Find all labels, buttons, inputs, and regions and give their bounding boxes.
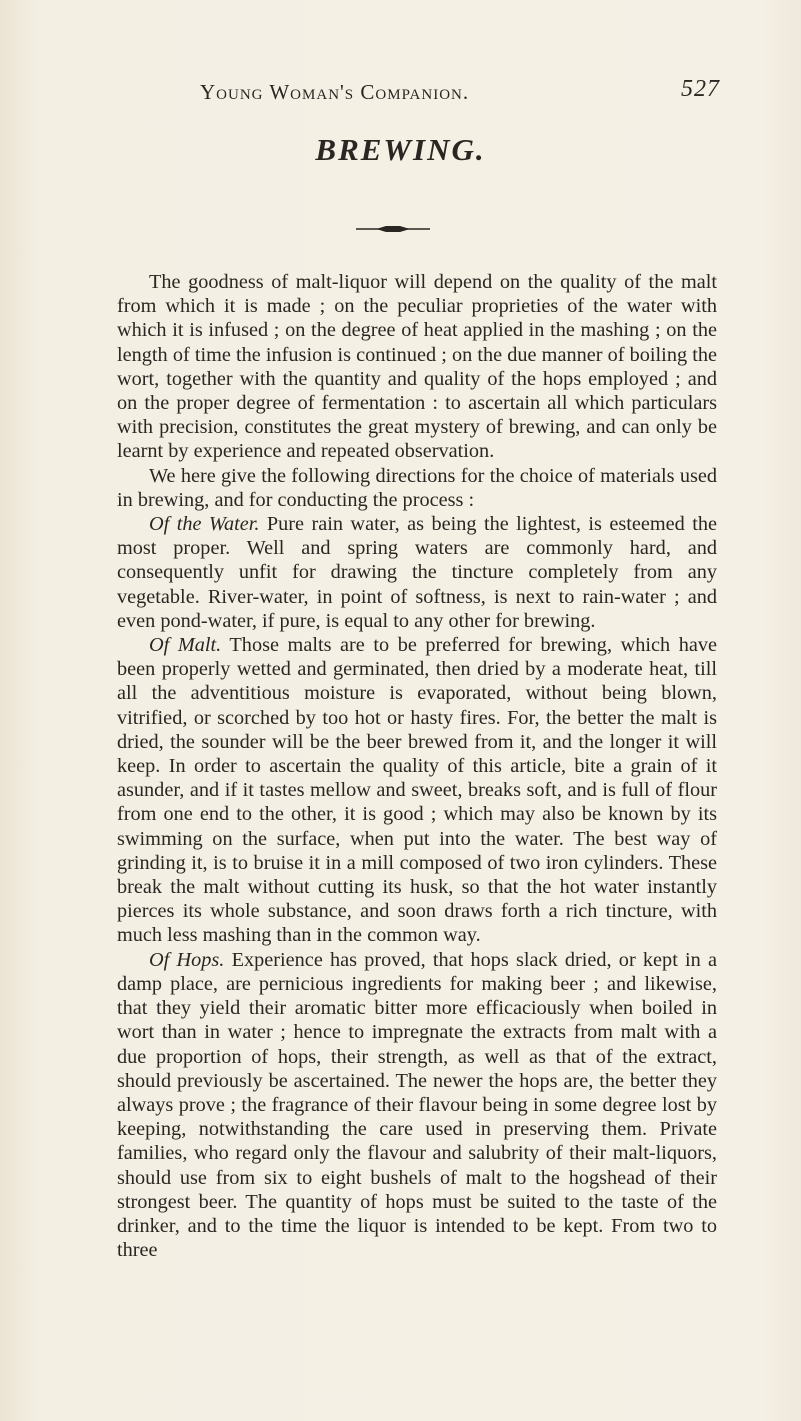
paragraph-water xyxy=(117,512,717,633)
running-head-title: Young Woman's Companion. xyxy=(200,80,470,104)
page-number: 527 xyxy=(681,76,720,102)
paragraph-malt xyxy=(117,633,717,948)
body-text xyxy=(117,270,717,1262)
ornament-rule xyxy=(356,225,430,233)
subheading-hops: Of Hops. xyxy=(149,948,225,971)
paragraph-directions xyxy=(117,464,717,512)
subheading-water: Of the Water. xyxy=(149,513,260,536)
subheading-malt: Of Malt. xyxy=(149,634,222,657)
chapter-title: BREWING. xyxy=(315,132,486,167)
paragraph-hops xyxy=(117,948,717,1263)
paragraph-text: Pure rain water, as being the lightest, is esteemed the most proper. Well and spring waters are commonly hard, and consequently unfit for drawing the tincture completely from any vegetable. River-water, in point of softness, is next to rain-water ; and even pond-water, if pure, is equal to any other for brewing. xyxy=(117,513,717,632)
paragraph-intro xyxy=(117,270,717,464)
paragraph-text: Experience has proved, that hops slack dried, or kept in a damp place, are pernicious ingredients for making beer ; and likewise, that they yield their aromatic bitter more efficaciously when boiled in wort than in water ; hence to impregnate the extracts from malt with a due proportion of hops, their strength, as well as that of the extract, should previously be ascertained. The newer the hops are, the better they always prove ; the fragrance of their flavour being in some degree lost by keeping, notwithstanding the care used in preserving them. Private families, who regard only the flavour and salubrity of their malt-liquors, should use from six to eight bushels of malt to the hogshead of their strongest beer. The quantity of hops must be suited to the taste of the drinker, and to the time the liquor is intended to be kept. From two to three xyxy=(117,948,718,1262)
paragraph-text: The goodness of malt-liquor will depend on the quality of the malt from which it is made ; on the peculiar proprieties of the water with which it is infused ; on the degree of heat applied in the mashing ; on the length of time the infusion is continued ; on the due manner of boiling the wort, together with the quantity and quality of the hops employed ; and on the proper degree of fermentation : to ascertain all which particulars with precision, constitutes the great mystery of brewing, and can only be learnt by experience and repeated observation. xyxy=(117,271,717,463)
paragraph-text: We here give the following directions for the choice of materials used in brewing, and for conducting the process : xyxy=(117,464,717,511)
paragraph-text: Those malts are to be preferred for brewing, which have been properly wetted and germinated, then dried by a moderate heat, till all the adventitious moisture is evaporated, without being blown, vitrified, or scorched by too hot or hasty fires. For, the better the malt is dried, the sounder will be the beer brewed from it, and the longer it will keep. In order to ascertain the quality of this article, bite a grain of it asunder, and if it tastes mellow and sweet, breaks soft, and is full of flour from one end to the other, it is good ; which may also be known by its swimming on the surface, when put into the water. The best way of grinding it, is to bruise it in a mill composed of two iron cylinders. These break the malt without cutting its husk, so that the hot water instantly pierces its whole substance, and soon draws forth a rich tincture, with much less mashing than in the common way. xyxy=(117,634,717,947)
